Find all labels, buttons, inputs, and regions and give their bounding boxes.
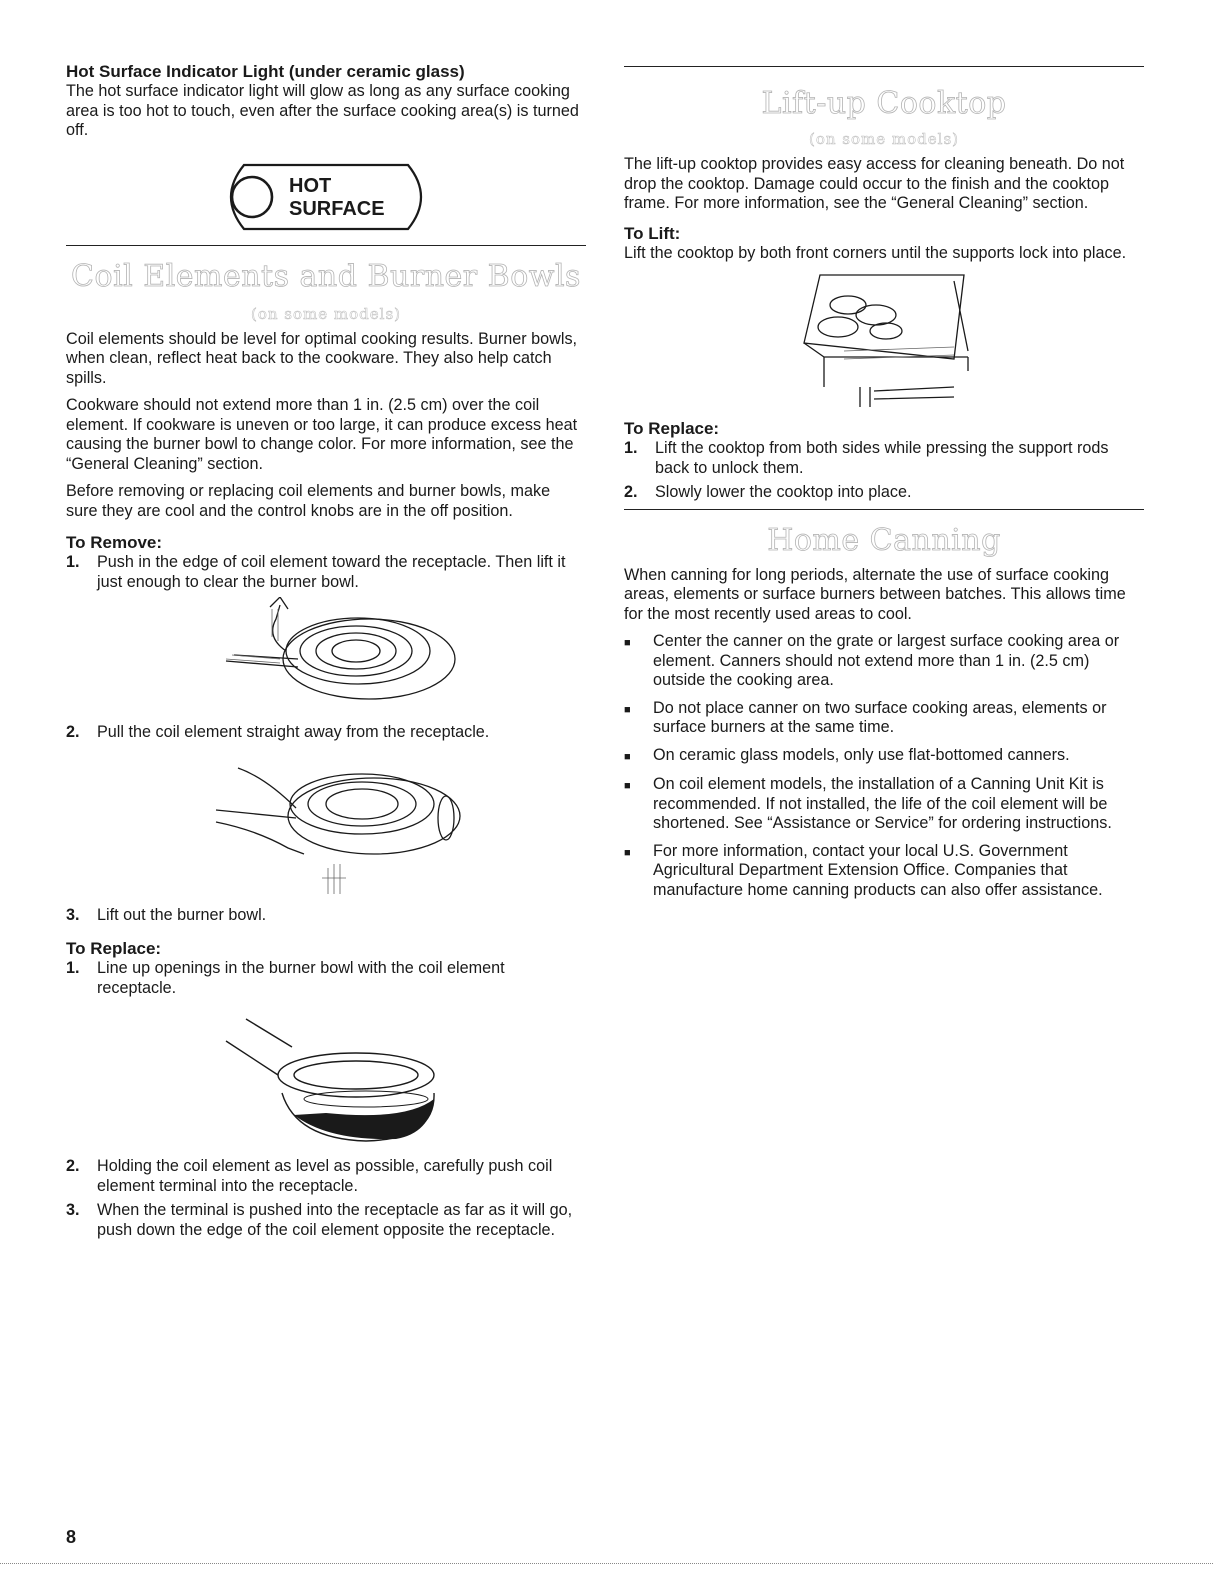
liftup-replace-step: 2. Slowly lower the cooktop into place. bbox=[624, 483, 912, 501]
coil-paragraph: Coil elements should be level for optimal cooking results. Burner bowls, when clean, reflect heat back to the cookware. They also help catch spills. bbox=[66, 329, 578, 387]
remove-step: 2. Pull the coil element straight away from the receptacle. bbox=[66, 723, 490, 741]
line-up-bowl-illustration bbox=[66, 1003, 586, 1149]
pull-coil-illustration bbox=[66, 748, 586, 900]
section-divider bbox=[66, 245, 586, 246]
lift-text: Lift the cooktop by both front corners until the supports lock into place. bbox=[624, 243, 1127, 262]
badge-surface-text: SURFACE bbox=[289, 197, 385, 220]
left-column bbox=[66, 58, 586, 1245]
badge-hot-text: HOT bbox=[289, 174, 332, 197]
coil-paragraph: Before removing or replacing coil elements and burner bowls, make sure they are cool and the control knobs are in the off position. bbox=[66, 482, 551, 520]
remove-heading: To Remove: bbox=[66, 533, 163, 552]
canning-section-title: Home Canning bbox=[767, 522, 1001, 558]
section-divider bbox=[624, 66, 1144, 67]
canning-bullet: ■ Center the canner on the grate or largest surface cooking area or element. Canners should not extend more than 1 in. (2.5 cm) outside the cooking area. bbox=[624, 632, 1120, 689]
liftup-section-subtitle: (on some models) bbox=[809, 130, 959, 148]
liftup-replace-step: 1. Lift the cooktop from both sides while pressing the support rods back to unlock them. bbox=[624, 439, 1109, 477]
canning-text: When canning for long periods, alternate the use of surface cooking areas, elements or surface burners between batches. This allows time for the most recently used areas to cool. bbox=[624, 565, 1126, 623]
replace-step: 2. Holding the coil element as level as possible, carefully push coil element terminal into the receptacle. bbox=[66, 1157, 553, 1195]
liftup-text: The lift-up cooktop provides easy access for cleaning beneath. Do not drop the cooktop. Damage could occur to the finish and the cooktop frame. For more information, see the “General Cleaning” section. bbox=[624, 155, 1125, 212]
coil-section-subtitle: (on some models) bbox=[251, 304, 401, 323]
section-divider bbox=[624, 509, 1144, 510]
canning-bullet: ■ On coil element models, the installation of a Canning Unit Kit is recommended. If not installed, the life of the coil element will be shortened. See “Assistance or Service” for ordering instructions. bbox=[624, 775, 1112, 832]
remove-step: 1. Push in the edge of coil element toward the receptacle. Then lift it just enough to clear the burner bowl. bbox=[66, 553, 566, 591]
canning-bullet: ■ Do not place canner on two surface cooking areas, elements or surface burners at the same time. bbox=[624, 698, 1107, 736]
replace-step: 3. When the terminal is pushed into the receptacle as far as it will go, push down the edge of the coil element opposite the receptacle. bbox=[66, 1201, 573, 1239]
liftup-replace-heading: To Replace: bbox=[624, 419, 720, 438]
page-number: 8 bbox=[66, 1527, 77, 1547]
hot-surface-indicator-icon bbox=[214, 159, 438, 235]
hot-surface-heading: Hot Surface Indicator Light (under ceramic glass) bbox=[66, 62, 465, 81]
footer-dotted-line bbox=[0, 1563, 1213, 1564]
right-column bbox=[624, 66, 1144, 908]
push-coil-illustration bbox=[66, 597, 586, 715]
coil-section-title: Coil Elements and Burner Bowls bbox=[71, 258, 581, 294]
hot-surface-text: The hot surface indicator light will glow as long as any surface cooking area is too hot to touch, even after the surface cooking area(s) is turned off. bbox=[66, 82, 579, 139]
liftup-cooktop-illustration bbox=[624, 271, 1144, 407]
coil-paragraph: Cookware should not extend more than 1 in. (2.5 cm) over the coil element. If cookware is uneven or too large, it can produce excess heat causing the burner bowl to change color. For more information, see the “General Cleaning” section. bbox=[66, 396, 578, 473]
replace-heading: To Replace: bbox=[66, 939, 162, 958]
hot-surface-badge bbox=[66, 159, 586, 235]
remove-step: 3. Lift out the burner bowl. bbox=[66, 905, 267, 924]
liftup-section-title: Lift-up Cooktop bbox=[761, 86, 1007, 121]
canning-bullet: ■ For more information, contact your local U.S. Government Agricultural Department Extension Office. Companies that manufacture home canning products can also offer assistance. bbox=[624, 841, 1103, 899]
replace-step: 1. Line up openings in the burner bowl with the coil element receptacle. bbox=[66, 959, 505, 997]
lift-heading: To Lift: bbox=[624, 223, 681, 243]
canning-bullet: ■ On ceramic glass models, only use flat-bottomed canners. bbox=[624, 745, 1070, 764]
